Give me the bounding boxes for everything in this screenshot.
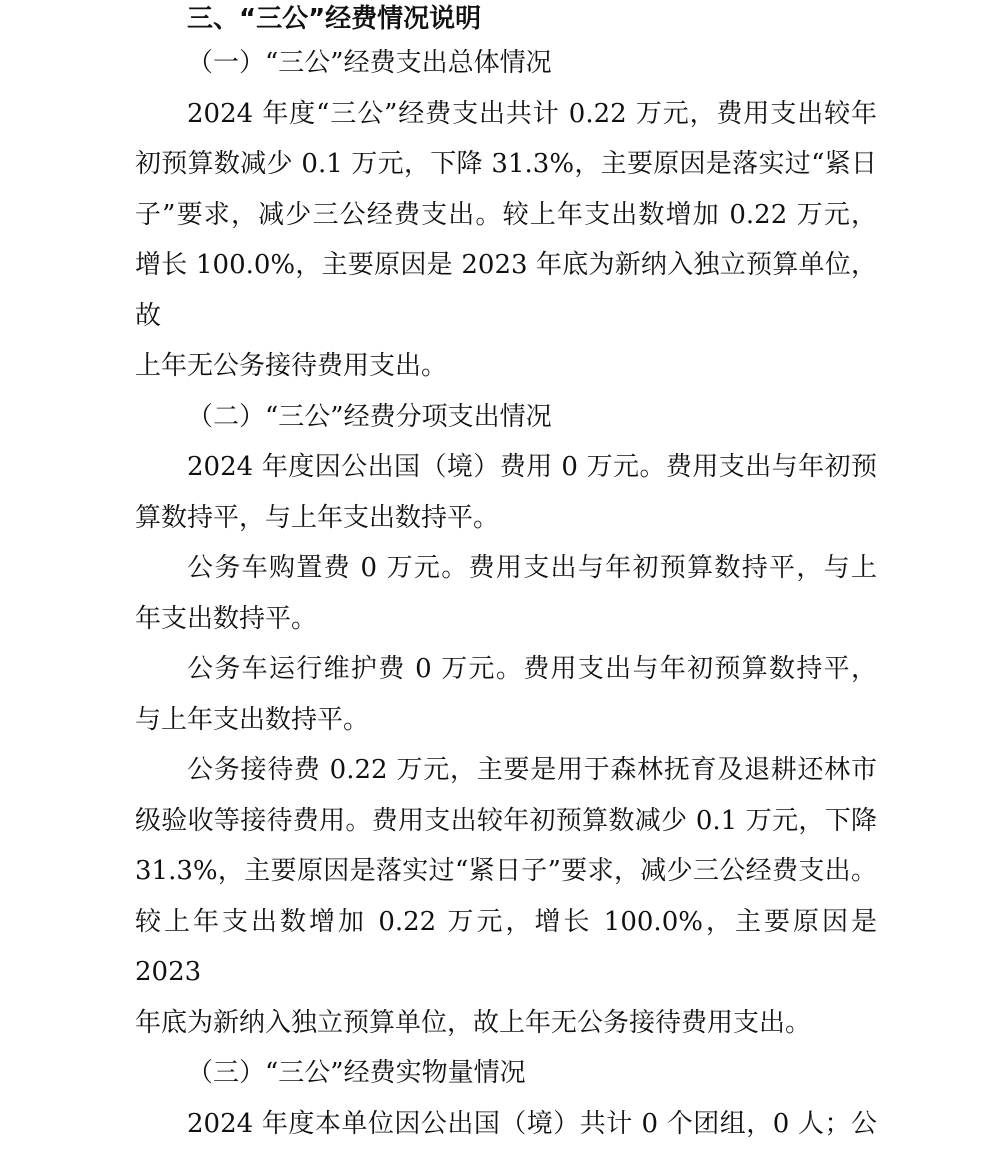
paragraph-line: 较上年支出数增加 0.22 万元，增长 100.0%，主要原因是 2023 xyxy=(135,897,877,998)
paragraph-line: 公务车购置费 0 万元。费用支出与年初预算数持平，与上 xyxy=(135,543,877,594)
paragraph-line: 年底为新纳入独立预算单位，故上年无公务接待费用支出。 xyxy=(135,998,877,1049)
paragraph-line: 上年无公务接待费用支出。 xyxy=(135,341,877,392)
paragraph-line: 2024 年度因公出国（境）费用 0 万元。费用支出与年初预 xyxy=(135,442,877,493)
paragraph-line: 与上年支出数持平。 xyxy=(135,695,877,746)
subsection-title-overall: （一）“三公”经费支出总体情况 xyxy=(135,38,877,89)
section-heading: 三、“三公”经费情况说明 xyxy=(135,0,877,38)
paragraph-line: 31.3%，主要原因是落实过“紧日子”要求，减少三公经费支出。 xyxy=(135,846,877,897)
subsection-title-items: （二）“三公”经费分项支出情况 xyxy=(135,392,877,443)
document-page xyxy=(135,0,877,1149)
paragraph-line: 2024 年度“三公”经费支出共计 0.22 万元，费用支出较年 xyxy=(135,89,877,140)
paragraph-line: 级验收等接待费用。费用支出较年初预算数减少 0.1 万元，下降 xyxy=(135,796,877,847)
paragraph-line: 增长 100.0%，主要原因是 2023 年底为新纳入独立预算单位，故 xyxy=(135,240,877,341)
paragraph-line: 年支出数持平。 xyxy=(135,594,877,645)
paragraph-line: 2024 年度本单位因公出国（境）共计 0 个团组，0 人；公 xyxy=(135,1099,877,1149)
paragraph-line: 算数持平，与上年支出数持平。 xyxy=(135,493,877,544)
paragraph-line: 初预算数减少 0.1 万元，下降 31.3%，主要原因是落实过“紧日 xyxy=(135,139,877,190)
subsection-title-physical: （三）“三公”经费实物量情况 xyxy=(135,1048,877,1099)
paragraph-line: 子”要求，减少三公经费支出。较上年支出数增加 0.22 万元， xyxy=(135,190,877,241)
paragraph-line: 公务车运行维护费 0 万元。费用支出与年初预算数持平， xyxy=(135,644,877,695)
paragraph-line: 公务接待费 0.22 万元，主要是用于森林抚育及退耕还林市 xyxy=(135,745,877,796)
